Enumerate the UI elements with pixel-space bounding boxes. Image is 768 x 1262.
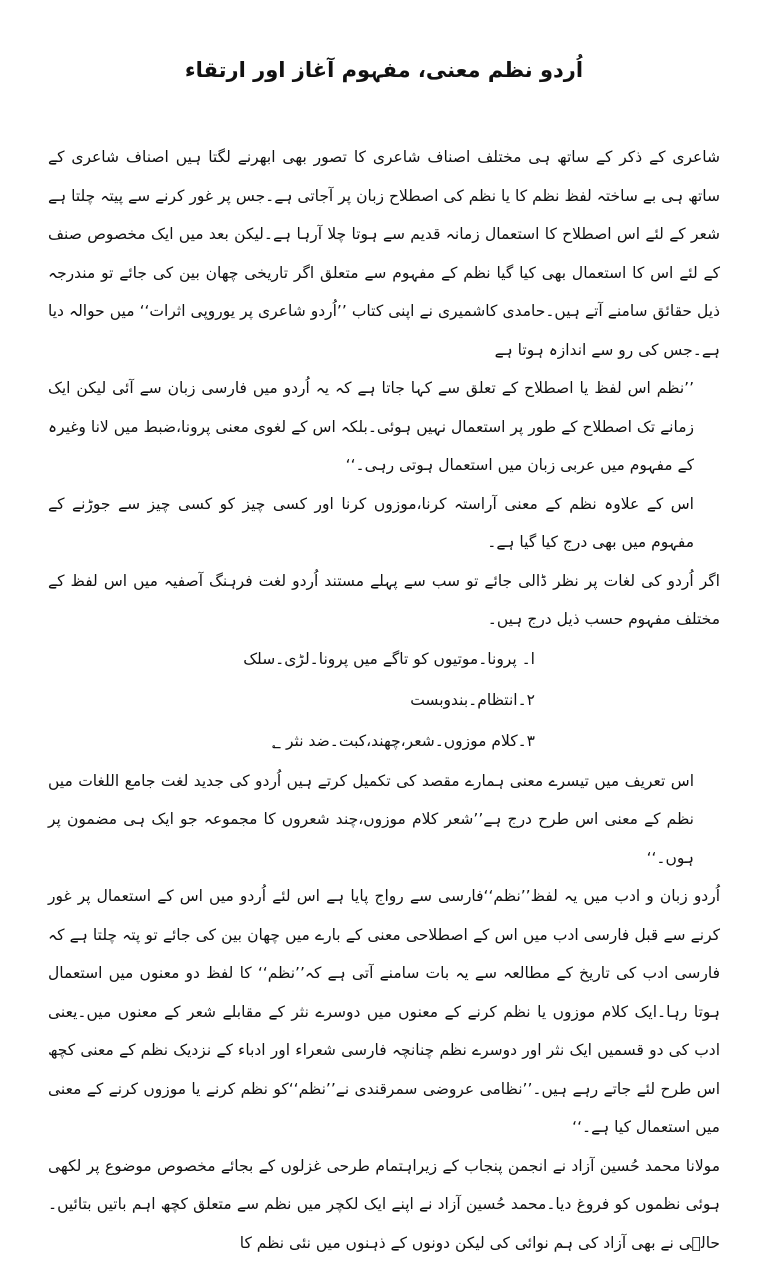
list-item-1: ا۔ پرونا۔موتیوں کو تاگے میں پرونا۔لڑی۔سلک: [48, 639, 720, 680]
paragraph-persian-usage: اُردو زبان و ادب میں یہ لفظ’’نظم‘‘فارسی سے رواج پایا ہے اس لئے اُردو میں اس کے استعمال پر غور کرنے سے قبل فارسی ادب میں اس کے اصطلاحی معنی کے بارے میں چھان بین کی جائے تو پتہ چلتا ہے کہ فارسی ادب کی تاریخ کے مطالعہ سے یہ بات سامنے آتی ہے کہ’’نظم‘‘ کا لفظ دو معنوں میں استعمال ہوتا رہا۔ایک کلام موزوں یا نظم کرنے کے معنوں میں دوسرے نثر کے مقابلے شعر کے معنوں میں۔یعنی ادب کی دو قسمیں ایک نثر اور دوسرے نظم چنانچہ فارسی شعراء اور ادباء کے نزدیک نظم کے معنی کچھ اس طرح لئے جاتے رہے ہیں۔’’نظامی عروضی سمرقندی نے’’نظم‘‘کو نظم کرنے یا موزوں کرنے کے معنی میں استعمال کیا ہے۔‘‘: [48, 877, 720, 1147]
paragraph-farhang-asifiya: اگر اُردو کی لغات پر نظر ڈالی جائے تو سب سے پہلے مستند اُردو لغت فرہنگ آصفیہ میں اس لفظ کے مختلف مفہوم حسب ذیل درج ہیں۔: [48, 562, 720, 639]
paragraph-azad-hali: مولانا محمد حُسین آزاد نے انجمن پنجاب کے زیراہتمام طرحی غزلوں کے بجائے مخصوص موضوع پر لکھی ہوئی نظموں کو فروغ دیا۔محمد حُسین آزاد نے اپنے ایک لکچر میں نظم سے متعلق کچھ اہم باتیں بتائیں۔حالؔی نے بھی آزاد کی ہم نوائی کی لیکن دونوں کے ذہنوں میں نئی نظم کا: [48, 1147, 720, 1262]
article-body: [48, 138, 720, 1262]
list-item-2: ۲۔انتظام۔بندوبست: [48, 680, 720, 721]
paragraph-jami-ul-lughat: اس تعریف میں تیسرے معنی ہمارے مقصد کی تکمیل کرتے ہیں اُردو کی جدید لغت جامع اللغات میں نظم کے معنی اس طرح درج ہے’’شعر کلام موزوں،چند شعروں کا مجموعہ جو ایک ہی مضمون پر ہوں۔‘‘: [48, 762, 720, 878]
paragraph-quote-hamidi: ’’نظم اس لفظ یا اصطلاح کے تعلق سے کہا جاتا ہے کہ یہ اُردو میں فارسی زبان سے آئی لیکن ایک زمانے تک اصطلاح کے طور پر استعمال نہیں ہوئی۔بلکہ اس کے لغوی معنی پرونا،ضبط میں لانا وغیرہ کے مفہوم میں عربی زبان میں استعمال ہوتی رہی۔‘‘: [48, 369, 720, 485]
list-item-3: ۳۔کلام موزوں۔شعر،چھند،کبت۔ضد نثر ؂: [48, 721, 720, 762]
paragraph-additional-meanings: اس کے علاوہ نظم کے معنی آراستہ کرنا،موزوں کرنا اور کسی چیز کو کسی چیز سے جوڑنے کے مفہوم میں بھی درج کیا گیا ہے۔: [48, 485, 720, 562]
page-title: اُردو نظم معنی، مفہوم آغاز اور ارتقاء: [0, 54, 768, 86]
paragraph-intro: شاعری کے ذکر کے ساتھ ہی مختلف اصناف شاعری کا تصور بھی ابھرنے لگتا ہیں اصناف شاعری کے ساتھ ہی بے ساختہ لفظ نظم کا یا نظم کی اصطلاح زبان پر آجاتی ہے۔جس پر غور کرنے سے پیتہ چلتا ہے شعر کے لئے اس اصطلاح کا استعمال زمانہ قدیم سے ہوتا چلا آرہا ہے۔لیکن بعد میں ایک مخصوص صنف کے لئے اس کا استعمال بھی کیا گیا نظم کے مفہوم سے متعلق اگر تاریخی چھان بین کی جائے تو مندرجہ ذیل حقائق سامنے آتے ہیں۔حامدی کاشمیری نے اپنی کتاب ’’اُردو شاعری پر یوروپی اثرات‘‘ میں حوالہ دیا ہے۔جس کی رو سے اندازہ ہوتا ہے: [48, 138, 720, 369]
